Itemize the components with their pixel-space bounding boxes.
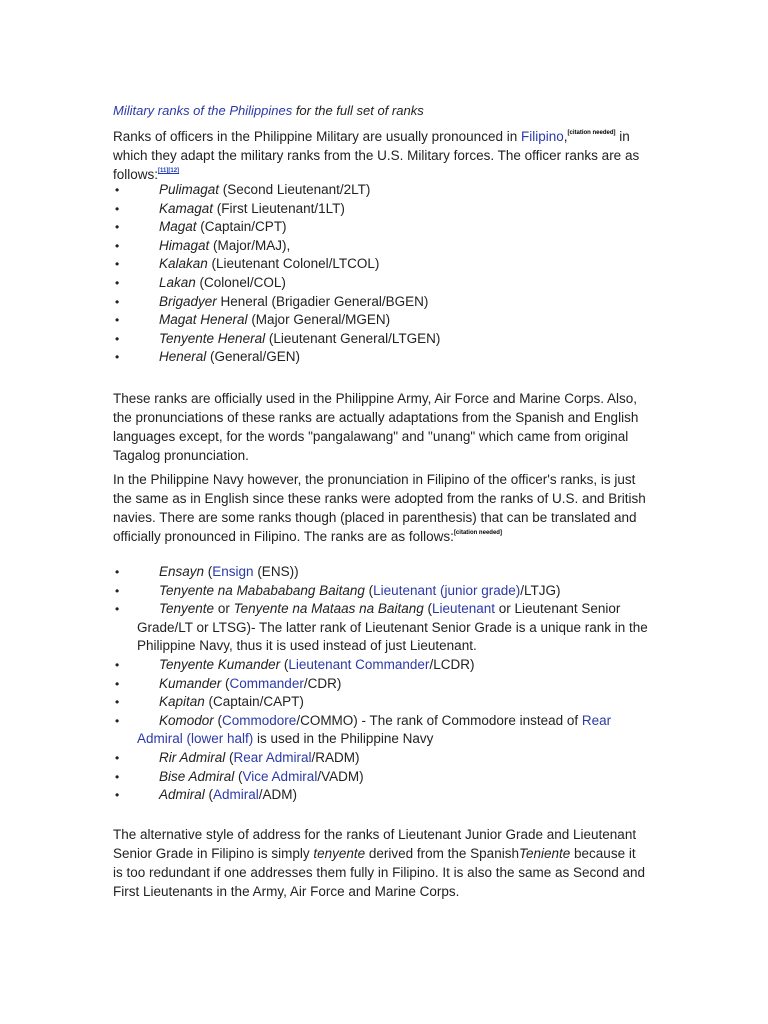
list-item bbox=[113, 218, 649, 237]
list-item bbox=[113, 563, 649, 582]
rank-desc: or bbox=[214, 601, 234, 617]
rank-desc: /LCDR) bbox=[429, 656, 475, 672]
reference-links[interactable]: [11][12] bbox=[158, 168, 180, 174]
rank-desc: or Lieutenant Senior Grade/LT or LTSG)- The latter rank of Lieutenant Senior Grade is a unique rank in the Philippine Navy, thus it is used instead of just Lieutenant. bbox=[137, 601, 648, 654]
bullet-icon: • bbox=[115, 583, 120, 598]
rank-desc: ( bbox=[225, 749, 234, 765]
link-filipino[interactable]: Filipino bbox=[520, 129, 564, 144]
list-item bbox=[113, 348, 649, 367]
rank-desc: ( bbox=[204, 564, 213, 579]
bullet-icon: • bbox=[115, 294, 120, 309]
rank-term: Tenyente Heneral bbox=[159, 330, 266, 346]
para4-italic-1: tenyente bbox=[313, 846, 366, 861]
rank-term: Admiral bbox=[159, 787, 205, 803]
rank-term: Brigadyer bbox=[159, 293, 217, 309]
list-item bbox=[113, 311, 649, 330]
rank-desc: ( bbox=[423, 601, 432, 617]
list-item bbox=[113, 330, 649, 349]
bullet-icon: • bbox=[115, 183, 120, 197]
bullet-icon: • bbox=[115, 313, 120, 328]
rank-desc: ( bbox=[213, 712, 223, 728]
bullet-icon: • bbox=[115, 657, 120, 672]
link-rear-admiral[interactable]: Rear Admiral bbox=[233, 749, 312, 765]
list-item bbox=[113, 181, 649, 200]
rank-desc: (Captain/CAPT) bbox=[204, 694, 304, 710]
rank-term: Komodor bbox=[159, 712, 214, 728]
bullet-icon: • bbox=[115, 350, 120, 365]
rank-desc: (Second Lieutenant/2LT) bbox=[219, 182, 371, 197]
bullet-icon: • bbox=[115, 275, 120, 290]
bullet-icon: • bbox=[115, 676, 120, 691]
rank-term: Kapitan bbox=[159, 694, 205, 710]
link-lieutenant-commander[interactable]: Lieutenant Commander bbox=[288, 656, 430, 672]
rank-desc: (ENS)) bbox=[253, 564, 299, 579]
rank-term: Ensayn bbox=[159, 564, 205, 579]
bullet-icon: • bbox=[115, 331, 120, 346]
rank-term: Kamagat bbox=[159, 200, 214, 216]
list-item bbox=[113, 255, 649, 274]
rank-desc: ( bbox=[280, 656, 289, 672]
rank-term: Tenyente na Mataas na Baitang bbox=[233, 601, 424, 617]
bullet-icon: • bbox=[115, 220, 120, 235]
rank-desc: (Lieutenant General/LTGEN) bbox=[265, 330, 441, 346]
list-item bbox=[113, 693, 649, 712]
list-item bbox=[113, 768, 649, 787]
paragraph-navy-ranks bbox=[113, 470, 649, 546]
list-item bbox=[113, 237, 649, 256]
rank-desc: (First Lieutenant/1LT) bbox=[213, 200, 345, 216]
army-ranks-list bbox=[113, 181, 649, 367]
rank-term: Rir Admiral bbox=[159, 749, 226, 765]
rank-term: Heneral bbox=[159, 349, 207, 365]
paragraph-officer-ranks-intro bbox=[113, 127, 649, 184]
rank-term: Himagat bbox=[159, 237, 210, 253]
rank-term: Pulimagat bbox=[159, 182, 220, 197]
rank-desc: (Captain/CPT) bbox=[196, 219, 287, 235]
rank-desc: (Lieutenant Colonel/LTCOL) bbox=[207, 256, 380, 272]
link-commodore[interactable]: Commodore bbox=[222, 712, 297, 728]
rank-desc: /LTJG) bbox=[520, 582, 561, 598]
para1-text-1: Ranks of officers in the Philippine Military are usually pronounced in bbox=[113, 129, 521, 144]
link-lieutenant[interactable]: Lieutenant bbox=[431, 601, 496, 617]
rank-desc: /VADM) bbox=[317, 768, 364, 784]
list-item bbox=[113, 656, 649, 675]
rank-desc: /ADM) bbox=[258, 787, 298, 803]
rank-term: Kumander bbox=[159, 675, 222, 691]
rank-desc: (Colonel/COL) bbox=[195, 274, 286, 290]
rank-term: Bise Admiral bbox=[159, 768, 235, 784]
paragraph-ranks-usage: These ranks are officially used in the Philippine Army, Air Force and Marine Corps. Also, the pronunciations of these ranks are actually adaptations from the Spanish and English languages except, for the words "pangalawang" and "unang" which came from original Tagalog pronunciation. bbox=[113, 391, 639, 463]
para4-text-3: because it is too redundant if one addresses them fully in Filipino. It is also the same as Second and First Lieutenants in the Army, Air Force and Marine Corps. bbox=[113, 846, 646, 899]
para1-text-3: in which they adapt the military ranks from the U.S. Military forces. The officer ranks are as follows: bbox=[113, 129, 640, 182]
bullet-icon: • bbox=[115, 695, 120, 710]
list-item bbox=[113, 293, 649, 312]
bullet-icon: • bbox=[115, 713, 120, 728]
link-rear-admiral-lower-half[interactable]: Rear Admiral (lower half) bbox=[137, 712, 612, 747]
bullet-icon: • bbox=[115, 769, 120, 784]
para4-text-2: derived from the Spanish bbox=[365, 846, 519, 861]
rank-desc: (General/GEN) bbox=[206, 349, 301, 365]
rank-term: Lakan bbox=[159, 274, 196, 290]
list-item bbox=[113, 786, 649, 805]
bullet-icon: • bbox=[115, 201, 120, 216]
rank-term: Kalakan bbox=[159, 256, 208, 272]
bullet-icon: • bbox=[115, 238, 120, 253]
navy-ranks-list bbox=[113, 563, 649, 805]
link-admiral[interactable]: Admiral bbox=[213, 787, 259, 803]
rank-desc: /COMMO) - The rank of Commodore instead of bbox=[296, 712, 582, 728]
list-item bbox=[113, 749, 649, 768]
intro-line bbox=[113, 101, 649, 120]
rank-term: Tenyente bbox=[159, 601, 215, 617]
list-item bbox=[113, 600, 649, 656]
link-commander[interactable]: Commander bbox=[229, 675, 304, 691]
bullet-icon: • bbox=[115, 750, 120, 765]
paragraph-alternative-address bbox=[113, 825, 649, 901]
list-item bbox=[113, 274, 649, 293]
citation-needed[interactable]: [citation needed] bbox=[453, 530, 502, 536]
rank-desc: (Major/MAJ), bbox=[209, 237, 291, 253]
rank-term: Tenyente na Mabababang Baitang bbox=[159, 582, 365, 598]
bullet-icon: • bbox=[115, 257, 120, 272]
para1-text-2: , bbox=[563, 129, 568, 144]
rank-term: Magat bbox=[159, 219, 197, 235]
citation-needed[interactable]: [citation needed] bbox=[567, 130, 616, 136]
rank-desc: Heneral (Brigadier General/BGEN) bbox=[216, 293, 429, 309]
para4-text-1: The alternative style of address for the ranks of Lieutenant Junior Grade and Lieutenant Senior Grade in Filipino is simply bbox=[113, 827, 637, 861]
para4-italic-2: Teniente bbox=[518, 846, 571, 861]
rank-term: Tenyente Kumander bbox=[159, 656, 281, 672]
rank-desc: ( bbox=[221, 675, 230, 691]
link-military-ranks-of-the-philippines[interactable]: Military ranks of the Philippines bbox=[113, 103, 293, 118]
rank-desc: (Major General/MGEN) bbox=[247, 312, 391, 328]
link-ensign[interactable]: Ensign bbox=[212, 564, 254, 579]
rank-term: Magat Heneral bbox=[159, 312, 248, 328]
intro-text: for the full set of ranks bbox=[292, 103, 424, 118]
para3-text: In the Philippine Navy however, the pronunciation in Filipino of the officer's ranks, is just the same as in English since these ranks were adopted from the ranks of U.S. and British navies. There are some ranks though (placed in parenthesis) that can be translated and officially pronounced in Filipino. The ranks are as follows: bbox=[113, 472, 646, 544]
list-item bbox=[113, 712, 649, 749]
rank-desc: ( bbox=[204, 787, 214, 803]
link-vice-admiral[interactable]: Vice Admiral bbox=[242, 768, 318, 784]
list-item bbox=[113, 675, 649, 694]
bullet-icon: • bbox=[115, 788, 120, 803]
rank-desc: /CDR) bbox=[303, 675, 342, 691]
rank-desc: /RADM) bbox=[311, 749, 360, 765]
bullet-icon: • bbox=[115, 565, 120, 579]
list-item bbox=[113, 582, 649, 601]
bullet-icon: • bbox=[115, 602, 120, 617]
rank-desc: ( bbox=[364, 582, 374, 598]
rank-desc: ( bbox=[234, 768, 243, 784]
rank-desc: is used in the Philippine Navy bbox=[253, 731, 434, 747]
link-lieutenant-junior-grade[interactable]: Lieutenant (junior grade) bbox=[373, 582, 521, 598]
list-item bbox=[113, 200, 649, 219]
